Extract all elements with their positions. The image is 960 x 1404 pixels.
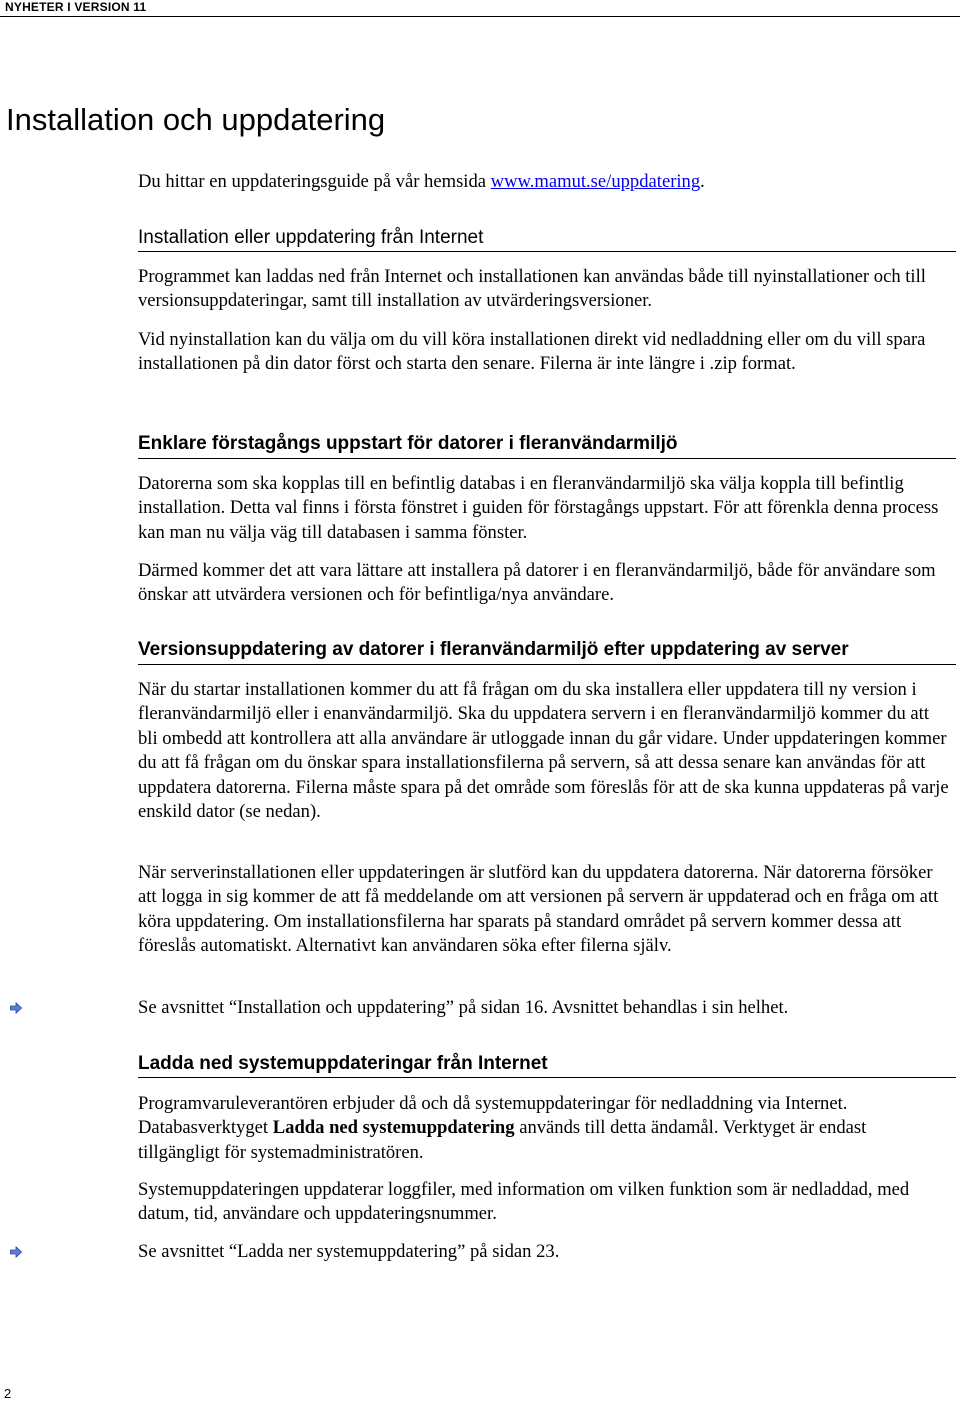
paragraph: När du startar installationen kommer du att få frågan om du ska installera eller uppdatera till ny version i fleranvändarmiljö eller i enanvändarmiljö. Ska du uppdatera servern i en fleranvändarmiljö kommer du att bli ombedd att kontrollera att alla användare är utloggade innan du går vidare. Under uppdateringen kommer du att få frågan om du önskar spara installationsfilerna på servern, så att dessa senare kan användas för att uppdatera datorerna. Filerna måste spara på det område som föreslås för att de ska kunna uppdateras på varje enskild dator (se nedan). [138, 679, 949, 823]
intro-after: . [700, 171, 705, 192]
section-rule [138, 251, 956, 252]
paragraph: Systemuppdateringen uppdaterar loggfiler, med information om vilken funktion som är nedladdad, med datum, tid, användare och uppdateringsnummer. [138, 1179, 910, 1225]
running-header [0, 0, 960, 17]
section-heading-system-updates: Ladda ned systemuppdateringar från Internet [138, 1053, 548, 1074]
paragraph-text: används till detta ändamål. Verktyget är endast tillgängligt för systemadministratören. [138, 1117, 867, 1163]
cross-reference: Se avsnittet “Ladda ner systemuppdatering” på sidan 23. [138, 1241, 560, 1262]
paragraph: Vid nyinstallation kan du välja om du vill köra installationen direkt vid nedladdning eller om du vill spara installationen på din dator först och starta den senare. Filerna är inte längre i .zip format. [138, 329, 926, 375]
intro-text: Du hittar en uppdateringsguide på vår hemsida [138, 171, 491, 192]
cross-reference-arrow-icon [10, 1002, 22, 1014]
page-title: Installation och uppdatering [6, 102, 386, 137]
paragraph: Därmed kommer det att vara lättare att installera på datorer i en fleranvändarmiljö, både för användare som önskar att utvärdera versionen och för befintliga/nya användare. [138, 560, 936, 606]
section-heading-version-update: Versionsuppdatering av datorer i fleranvändarmiljö efter uppdatering av server [138, 639, 849, 660]
section-heading-internet-install: Installation eller uppdatering från Internet [138, 227, 484, 248]
paragraph-text: Programvaruleverantören erbjuder då och då systemuppdateringar för nedladdning via Internet. Databasverktyget [138, 1093, 848, 1139]
paragraph: Datorerna som ska kopplas till en befintlig databas i en fleranvändarmiljö ska välja koppla till befintlig installation. Detta val finns i första fönstret i guiden för förstagångs uppstart. För att förenkla denna process kan man nu välja väg till databasen i samma fönster. [138, 473, 939, 543]
running-header-label: NYHETER I VERSION 11 [5, 0, 147, 14]
cross-reference: Se avsnittet “Installation och uppdatering” på sidan 16. Avsnittet behandlas i sin helhet. [138, 997, 789, 1018]
cross-reference-arrow-icon [10, 1246, 22, 1258]
paragraph [138, 1092, 952, 1165]
intro-paragraph [138, 170, 952, 194]
paragraph: När serverinstallationen eller uppdateringen är slutförd kan du uppdatera datorerna. När datorerna försöker att logga in sig kommer de att få meddelande om att versionen på servern är uppdaterad och en fråga om att köra uppdatering. Om installationsfilerna har sparats på standard området på servern kommer dessa att föreslås automatiskt. Alternativt kan användaren söka efter filerna själv. [138, 862, 939, 957]
update-guide-link[interactable]: www.mamut.se/uppdatering [490, 171, 701, 192]
tool-name: Ladda ned systemuppdatering [272, 1117, 515, 1139]
page-number: 2 [4, 1386, 12, 1401]
section-rule [138, 1077, 956, 1078]
section-heading-first-startup: Enklare förstagångs uppstart för datorer i fleranvändarmiljö [138, 433, 678, 454]
section-rule [138, 664, 956, 665]
paragraph: Programmet kan laddas ned från Internet och installationen kan användas både till nyinstallationer och till versionsuppdateringar, samt till installation av utvärderingsversioner. [138, 266, 926, 312]
section-rule [138, 458, 956, 459]
